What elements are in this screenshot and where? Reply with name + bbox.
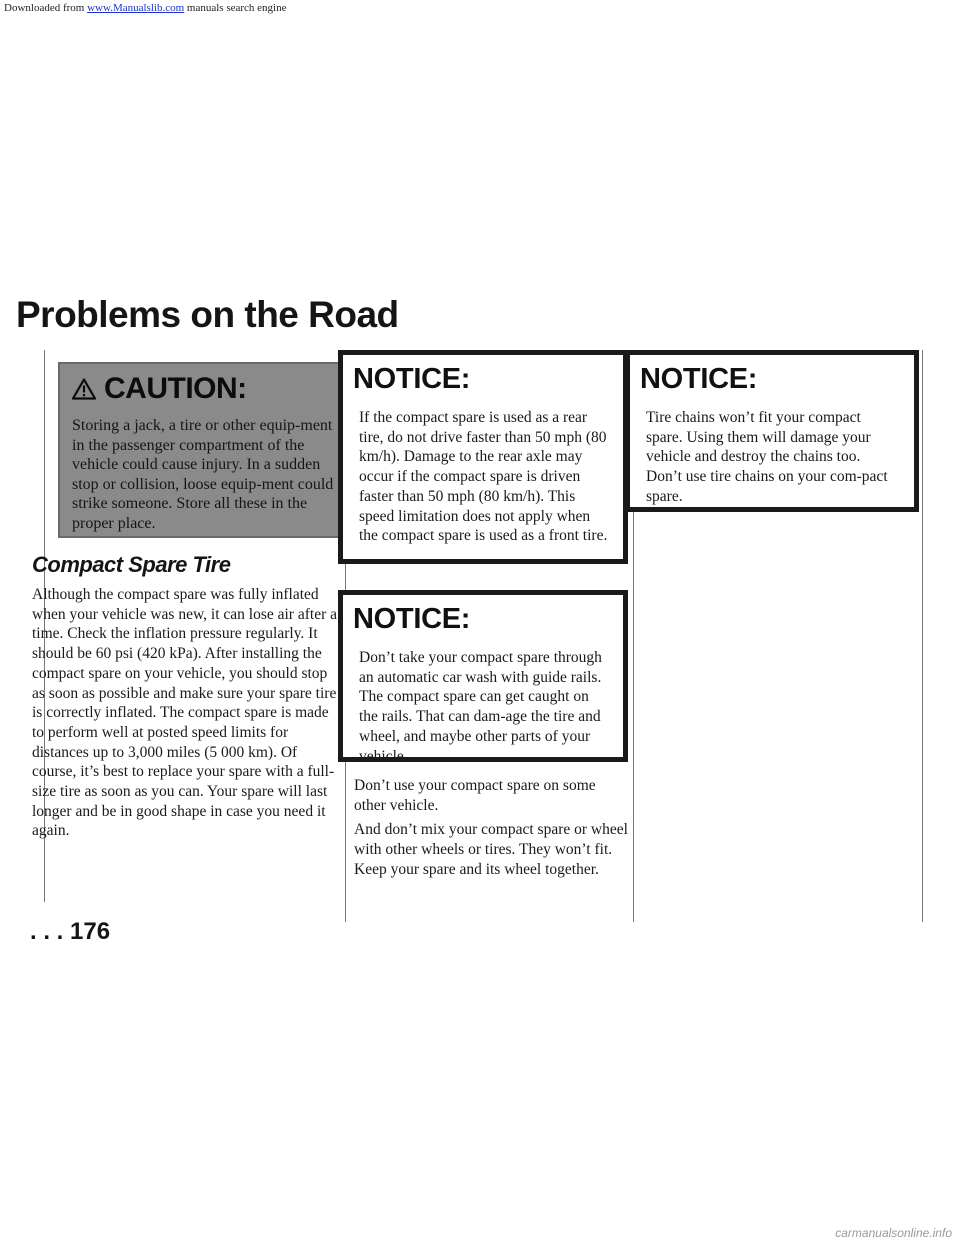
caution-box: [58, 362, 342, 538]
section-title: Compact Spare Tire: [32, 552, 231, 577]
manualslib-link[interactable]: www.Manualslib.com: [87, 2, 185, 14]
notice-box-rear-tire: [338, 350, 628, 564]
download-source-line: [4, 2, 286, 14]
notice-text: If the compact spare is used as a rear tire, do not drive faster than 50 mph (80 km/h). Damage to the rear axle may occur if the compact spare is driven faster than 50 mph (80 km/h). This speed limitation does not apply when the compact spare is used as a front tire.: [359, 409, 608, 545]
middle-column-text: [354, 776, 630, 885]
paragraph-other-vehicle: Don’t use your compact spare on some other vehicle.: [354, 777, 596, 814]
notice-title: NOTICE:: [353, 603, 471, 635]
section-body-text: Although the compact spare was fully inflated when your vehicle was new, it can lose air after a time. Check the inflation pressure regularly. It should be 60 psi (420 kPa). After installing the compact spare on your vehicle, you should stop as soon as possible and make sure your spare tire is correctly inflated. The compact spare is made to perform well at posted speed limits for distances up to 3,000 miles (5 000 km). Of course, it’s best to replace your spare with a full-size tire as soon as you can. Your spare will last longer and be in good shape in case you need it again.: [32, 586, 337, 840]
warning-triangle-icon: [72, 378, 96, 400]
caution-title: CAUTION:: [104, 372, 247, 405]
caution-header: [72, 372, 247, 406]
download-suffix: manuals search engine: [186, 2, 287, 14]
paragraph-mix-wheels: And don’t mix your compact spare or wheel with other wheels or tires. They won’t fit. Keep your spare and its wheel together.: [354, 821, 628, 878]
page-number: . . . 176: [30, 918, 111, 945]
notice-box-car-wash: [338, 590, 628, 765]
notice-text: Tire chains won’t fit your compact spare. Using them will damage your vehicle and destroy the chains too. Don’t use tire chains on your com-pact spare.: [646, 409, 888, 505]
notice-box-tire-chains: [625, 350, 919, 512]
notice-title: NOTICE:: [353, 363, 471, 395]
page-title: Problems on the Road: [16, 294, 399, 335]
column-rule-right: [922, 350, 923, 922]
notice-text: Don’t take your compact spare through an automatic car wash with guide rails. The compact spare can get caught on the rails. That can dam-age the tire and wheel, and maybe other parts of your vehicle.: [359, 649, 602, 765]
footer-watermark: carmanualsonline.info: [835, 1226, 952, 1240]
caution-text: Storing a jack, a tire or other equip-ment in the passenger compartment of the vehicle could cause injury. In a sudden stop or collision, loose equip-ment could strike someone. Store all these in the proper place.: [72, 417, 334, 532]
download-prefix: Downloaded from: [4, 2, 85, 14]
notice-title: NOTICE:: [640, 363, 758, 395]
section-body: [32, 585, 338, 846]
